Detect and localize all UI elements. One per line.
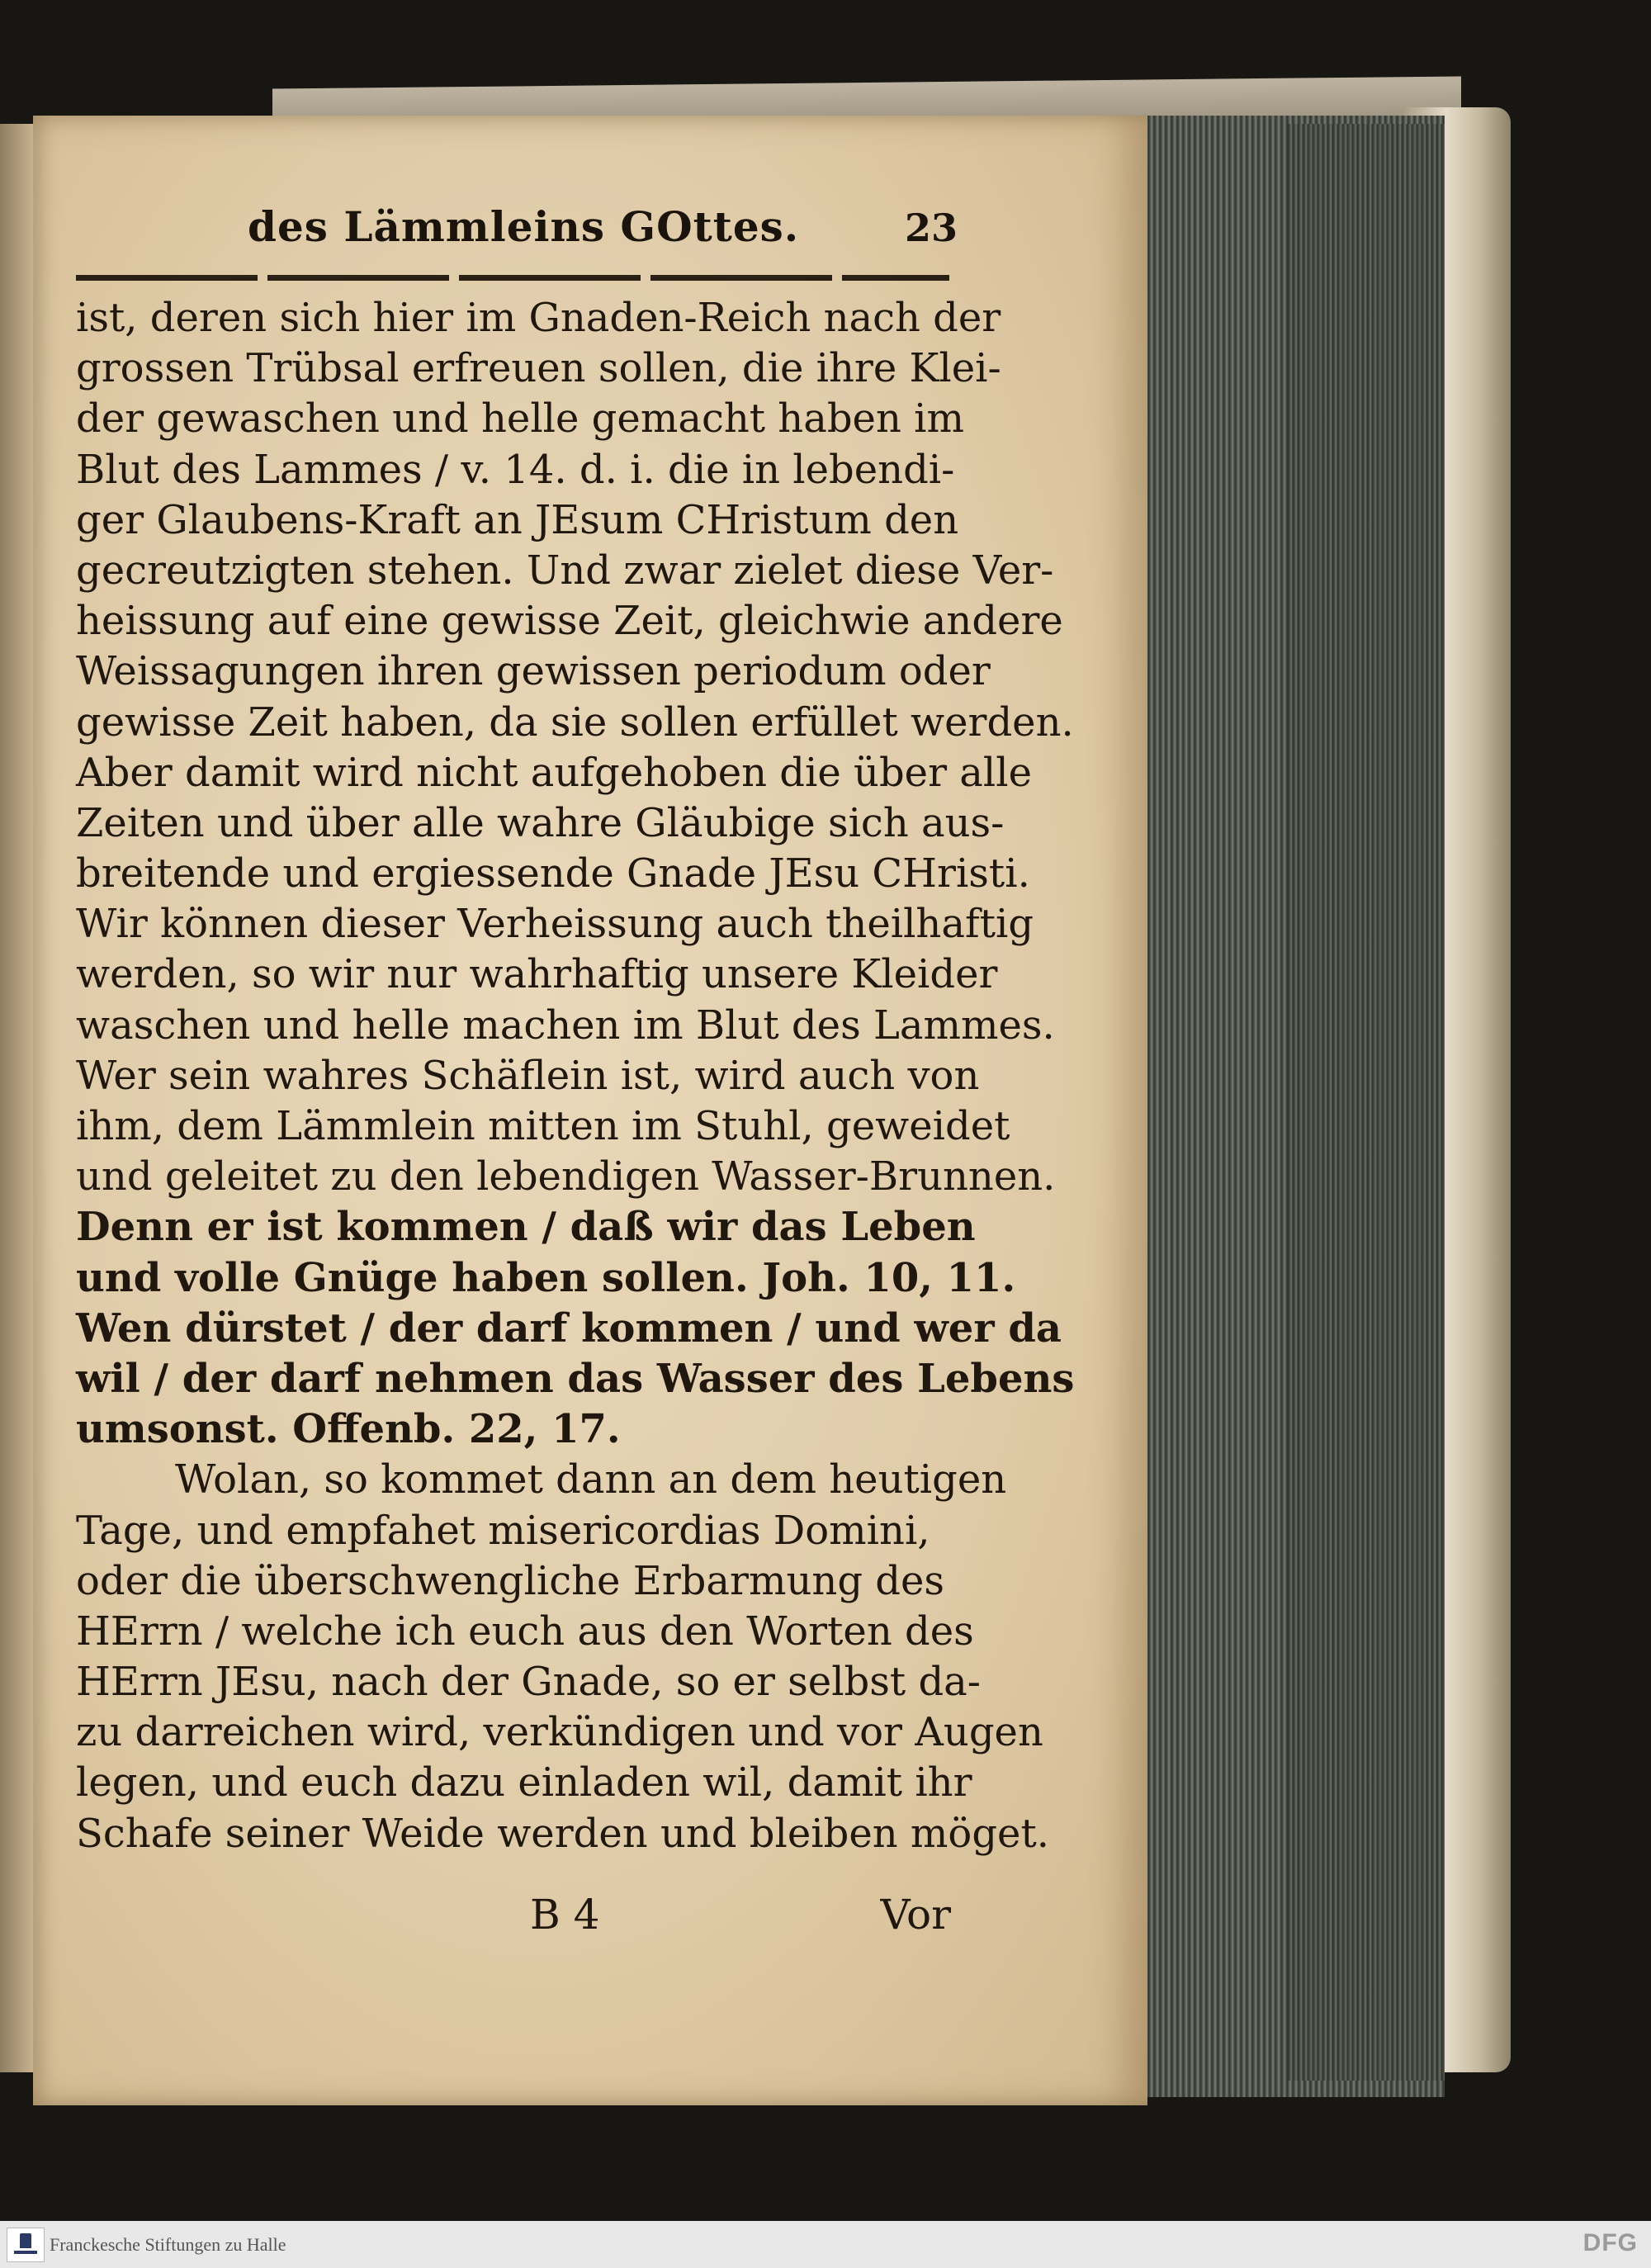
text-line: Denn er ist kommen / daß wir das Leben bbox=[76, 1204, 976, 1251]
text-line: Zeiten und über alle wahre Gläubige sich aus- bbox=[76, 799, 1005, 846]
text-line: und geleitet zu den lebendigen Wasser-Brunnen. bbox=[76, 1153, 1056, 1200]
text-line: und volle Gnüge haben sollen. Joh. 10, 11. bbox=[76, 1254, 1016, 1301]
text-line: oder die überschwengliche Erbarmung des bbox=[76, 1557, 945, 1604]
text-line: Wen dürstet / der darf kommen / und wer da bbox=[76, 1304, 1062, 1352]
text-line: Blut des Lammes / v. 14. d. i. die in lebendi- bbox=[76, 446, 955, 493]
header-rule bbox=[76, 275, 949, 281]
dfg-logo[interactable]: DFG bbox=[1582, 2229, 1638, 2256]
text-line: heissung auf eine gewisse Zeit, gleichwie andere bbox=[76, 598, 1063, 645]
text-line: Wir können dieser Verheissung auch theilhaftig bbox=[76, 901, 1034, 948]
text-line: gecreutzigten stehen. Und zwar zielet diese Ver- bbox=[76, 547, 1054, 594]
catchword: Vor bbox=[880, 1891, 951, 1939]
page-body bbox=[76, 293, 1075, 1859]
page-number: 23 bbox=[904, 206, 958, 250]
franckesche-stiftungen-logo-icon[interactable] bbox=[7, 2228, 45, 2262]
text-line: ist, deren sich hier im Gnaden-Reich nach der bbox=[76, 295, 1001, 341]
text-line: breitende und ergiessende Gnade JEsu CHristi. bbox=[76, 850, 1030, 897]
text-line: legen, und euch dazu einladen wil, damit ihr bbox=[76, 1759, 972, 1806]
text-line: HErrn JEsu, nach der Gnade, so er selbst da- bbox=[76, 1659, 982, 1706]
text-line: HErrn / welche ich euch aus den Worten des bbox=[76, 1607, 974, 1655]
text-line: Tage, und empfahet misericordias Domini, bbox=[76, 1507, 930, 1554]
facing-page-edge bbox=[0, 124, 36, 2072]
running-head-title: des Lämmleins GOttes. bbox=[248, 202, 800, 251]
page-edges-shadow bbox=[1288, 124, 1445, 2081]
catchword-line bbox=[76, 1891, 951, 1948]
text-line: grossen Trübsal erfreuen sollen, die ihre Klei- bbox=[76, 345, 1001, 392]
text-line: wil / der darf nehmen das Wasser des Lebens bbox=[76, 1355, 1075, 1402]
text-line: werden, so wir nur wahrhaftig unsere Kleider bbox=[76, 951, 998, 998]
text-line: gewisse Zeit haben, da sie sollen erfüllet werden. bbox=[76, 698, 1074, 746]
text-line: Schafe seiner Weide werden und bleiben möget. bbox=[76, 1810, 1049, 1857]
institution-link[interactable]: Franckesche Stiftungen zu Halle bbox=[50, 2234, 286, 2255]
text-line: umsonst. Offenb. 22, 17. bbox=[76, 1406, 621, 1453]
running-head bbox=[248, 202, 958, 260]
text-line: der gewaschen und helle gemacht haben im bbox=[76, 395, 964, 443]
signature-mark: B 4 bbox=[530, 1891, 600, 1939]
text-line: Wolan, so kommet dann an dem heutigen bbox=[175, 1456, 1007, 1503]
text-line: waschen und helle machen im Blut des Lammes. bbox=[76, 1001, 1055, 1049]
text-line: Wer sein wahres Schäflein ist, wird auch von bbox=[76, 1052, 980, 1099]
viewer-footer bbox=[0, 2221, 1651, 2268]
text-line: ger Glaubens-Kraft an JEsum CHristum den bbox=[76, 496, 959, 543]
text-line: Aber damit wird nicht aufgehoben die über alle bbox=[76, 749, 1032, 796]
text-line: ihm, dem Lämmlein mitten im Stuhl, geweidet bbox=[76, 1103, 1010, 1149]
text-line: Weissagungen ihren gewissen periodum oder bbox=[76, 648, 991, 695]
text-line: zu darreichen wird, verkündigen und vor Augen bbox=[76, 1709, 1043, 1756]
